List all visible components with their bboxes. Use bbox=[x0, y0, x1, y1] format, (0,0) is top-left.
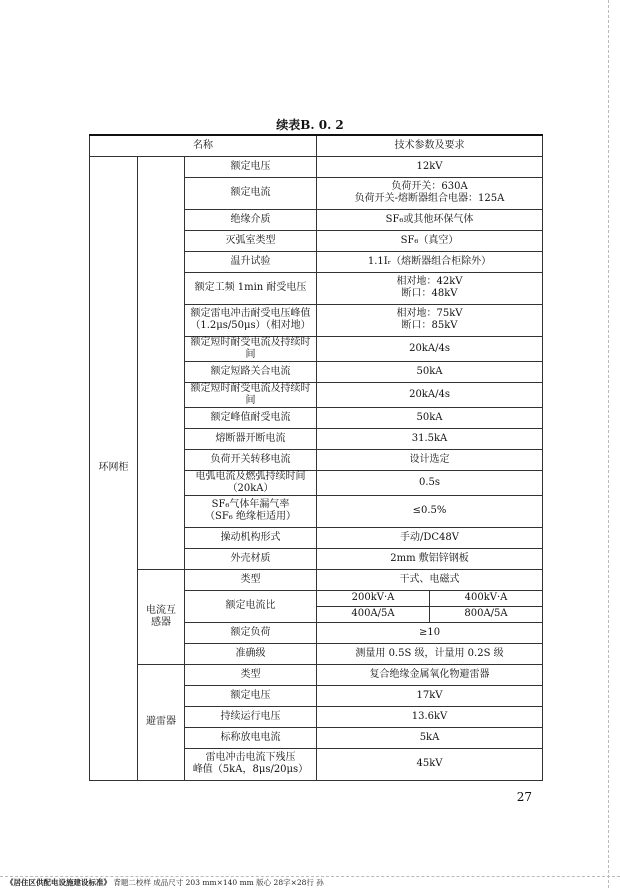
cell-line: 相对地：75kV bbox=[396, 308, 463, 319]
param-value-cell bbox=[317, 304, 543, 336]
param-value-cell: SF₆（真空） bbox=[317, 230, 543, 251]
header-name-cell: 名称 bbox=[90, 135, 317, 156]
param-name-cell bbox=[185, 304, 317, 336]
cell-line: （SF₆ 绝缘柜适用） bbox=[205, 511, 296, 522]
param-name-cell: 额定短时耐受电流及持续时间 bbox=[185, 336, 317, 361]
cell-line: 电流互 bbox=[146, 604, 176, 616]
param-value-cell: 50kA bbox=[317, 361, 543, 382]
param-name-cell: 准确级 bbox=[185, 643, 317, 664]
param-name-cell: 电弧电流及燃弧持续时间（20kA） bbox=[185, 470, 317, 495]
param-value-cell: 13.6kV bbox=[317, 706, 543, 727]
cell-line: SF₆气体年漏气率 bbox=[211, 499, 290, 510]
header-params-cell: 技术参数及要求 bbox=[317, 135, 543, 156]
param-name-cell: 额定电压 bbox=[185, 156, 317, 177]
param-value-cell: 5kA bbox=[317, 727, 543, 748]
param-value-cell: 2mm 敷铝锌钢板 bbox=[317, 548, 543, 569]
cell-line: 额定雷电冲击耐受电压峰值 bbox=[190, 308, 311, 319]
param-name-cell: 额定工频 1min 耐受电压 bbox=[185, 272, 317, 304]
group-label-ring-main-unit: 环网柜 bbox=[90, 156, 138, 780]
cell-line: 断口：85kV bbox=[401, 320, 458, 331]
param-name-cell: 外壳材质 bbox=[185, 548, 317, 569]
param-name-cell: 额定电流 bbox=[185, 177, 317, 209]
param-value-cell bbox=[317, 177, 543, 209]
cell-line: 断口：48kV bbox=[401, 288, 458, 299]
cell-line: 峰值（5kA，8μs/20μs） bbox=[192, 764, 309, 775]
group-spacer-cell bbox=[138, 156, 185, 569]
param-value-cell: 设计选定 bbox=[317, 449, 543, 470]
param-value-cell: ≤0.5% bbox=[317, 495, 543, 527]
param-name-cell: 类型 bbox=[185, 664, 317, 685]
param-value-cell: 12kV bbox=[317, 156, 543, 177]
param-value-cell: ≥10 bbox=[317, 622, 543, 643]
footer-info: 背题二校样 成品尺寸 203 mm×140 mm 版心 28字×28行 孙 bbox=[113, 878, 324, 887]
param-name-cell: 额定短时耐受电流及持续时间 bbox=[185, 382, 317, 407]
table-header-row bbox=[90, 135, 543, 156]
param-value-cell: SF₆或其他环保气体 bbox=[317, 209, 543, 230]
param-name-cell: 额定负荷 bbox=[185, 622, 317, 643]
param-value-cell: 45kV bbox=[317, 748, 543, 780]
param-name-cell: 操动机构形式 bbox=[185, 527, 317, 548]
param-name-cell: 额定短路关合电流 bbox=[185, 361, 317, 382]
param-value-cell: 手动/DC48V bbox=[317, 527, 543, 548]
cell-line: 负荷开关-熔断器组合电器：125A bbox=[354, 193, 505, 204]
param-name-cell: 类型 bbox=[185, 569, 317, 590]
param-name-cell: 额定峰值耐受电流 bbox=[185, 407, 317, 428]
cell-line: （1.2μs/50μs）（相对地） bbox=[190, 320, 311, 331]
param-name-cell: 绝缘介质 bbox=[185, 209, 317, 230]
cell-line: 雷电冲击电流下残压 bbox=[205, 752, 296, 763]
param-value-cell bbox=[317, 272, 543, 304]
ratio-cell: 200kV·A bbox=[317, 590, 430, 606]
param-value-cell: 复合绝缘金属氧化物避雷器 bbox=[317, 664, 543, 685]
ratio-cell: 400A/5A bbox=[317, 606, 430, 622]
param-value-cell: 31.5kA bbox=[317, 428, 543, 449]
ratio-cell: 400kV·A bbox=[430, 590, 543, 606]
param-value-cell: 20kA/4s bbox=[317, 382, 543, 407]
table-row bbox=[90, 569, 543, 590]
param-value-cell: 干式、电磁式 bbox=[317, 569, 543, 590]
crop-mark-vertical bbox=[608, 0, 609, 888]
param-name-cell bbox=[185, 495, 317, 527]
param-name-cell: 熔断器开断电流 bbox=[185, 428, 317, 449]
param-value-cell: 1.1Iᵣ（熔断器组合柜除外） bbox=[317, 251, 543, 272]
group-label-ct bbox=[138, 569, 185, 664]
table-caption: 续表B. 0. 2 bbox=[276, 118, 344, 132]
param-name-cell: 灭弧室类型 bbox=[185, 230, 317, 251]
footer-book-title: 《居住区供配电设施建设标准》 bbox=[6, 878, 111, 887]
param-name-cell: 标称放电电流 bbox=[185, 727, 317, 748]
table-row bbox=[90, 664, 543, 685]
param-name-cell: 负荷开关转移电流 bbox=[185, 449, 317, 470]
spec-table bbox=[89, 134, 543, 781]
cell-line: 相对地：42kV bbox=[396, 276, 463, 287]
param-name-cell: 额定电流比 bbox=[185, 590, 317, 622]
param-value-cell: 50kA bbox=[317, 407, 543, 428]
group-label-arrester: 避雷器 bbox=[138, 664, 185, 780]
cell-line: 感器 bbox=[151, 616, 171, 628]
param-value-cell: 17kV bbox=[317, 685, 543, 706]
param-value-cell: 测量用 0.5S 级，计量用 0.2S 级 bbox=[317, 643, 543, 664]
param-value-cell: 20kA/4s bbox=[317, 336, 543, 361]
param-name-cell: 额定电压 bbox=[185, 685, 317, 706]
page-number: 27 bbox=[516, 790, 532, 804]
print-footer bbox=[6, 877, 324, 888]
param-name-cell: 持续运行电压 bbox=[185, 706, 317, 727]
table-row bbox=[90, 156, 543, 177]
spec-table-body bbox=[90, 135, 543, 780]
ratio-cell: 800A/5A bbox=[430, 606, 543, 622]
param-value-cell: 0.5s bbox=[317, 470, 543, 495]
param-name-cell: 温升试验 bbox=[185, 251, 317, 272]
cell-line: 负荷开关：630A bbox=[391, 181, 468, 192]
param-name-cell bbox=[185, 748, 317, 780]
